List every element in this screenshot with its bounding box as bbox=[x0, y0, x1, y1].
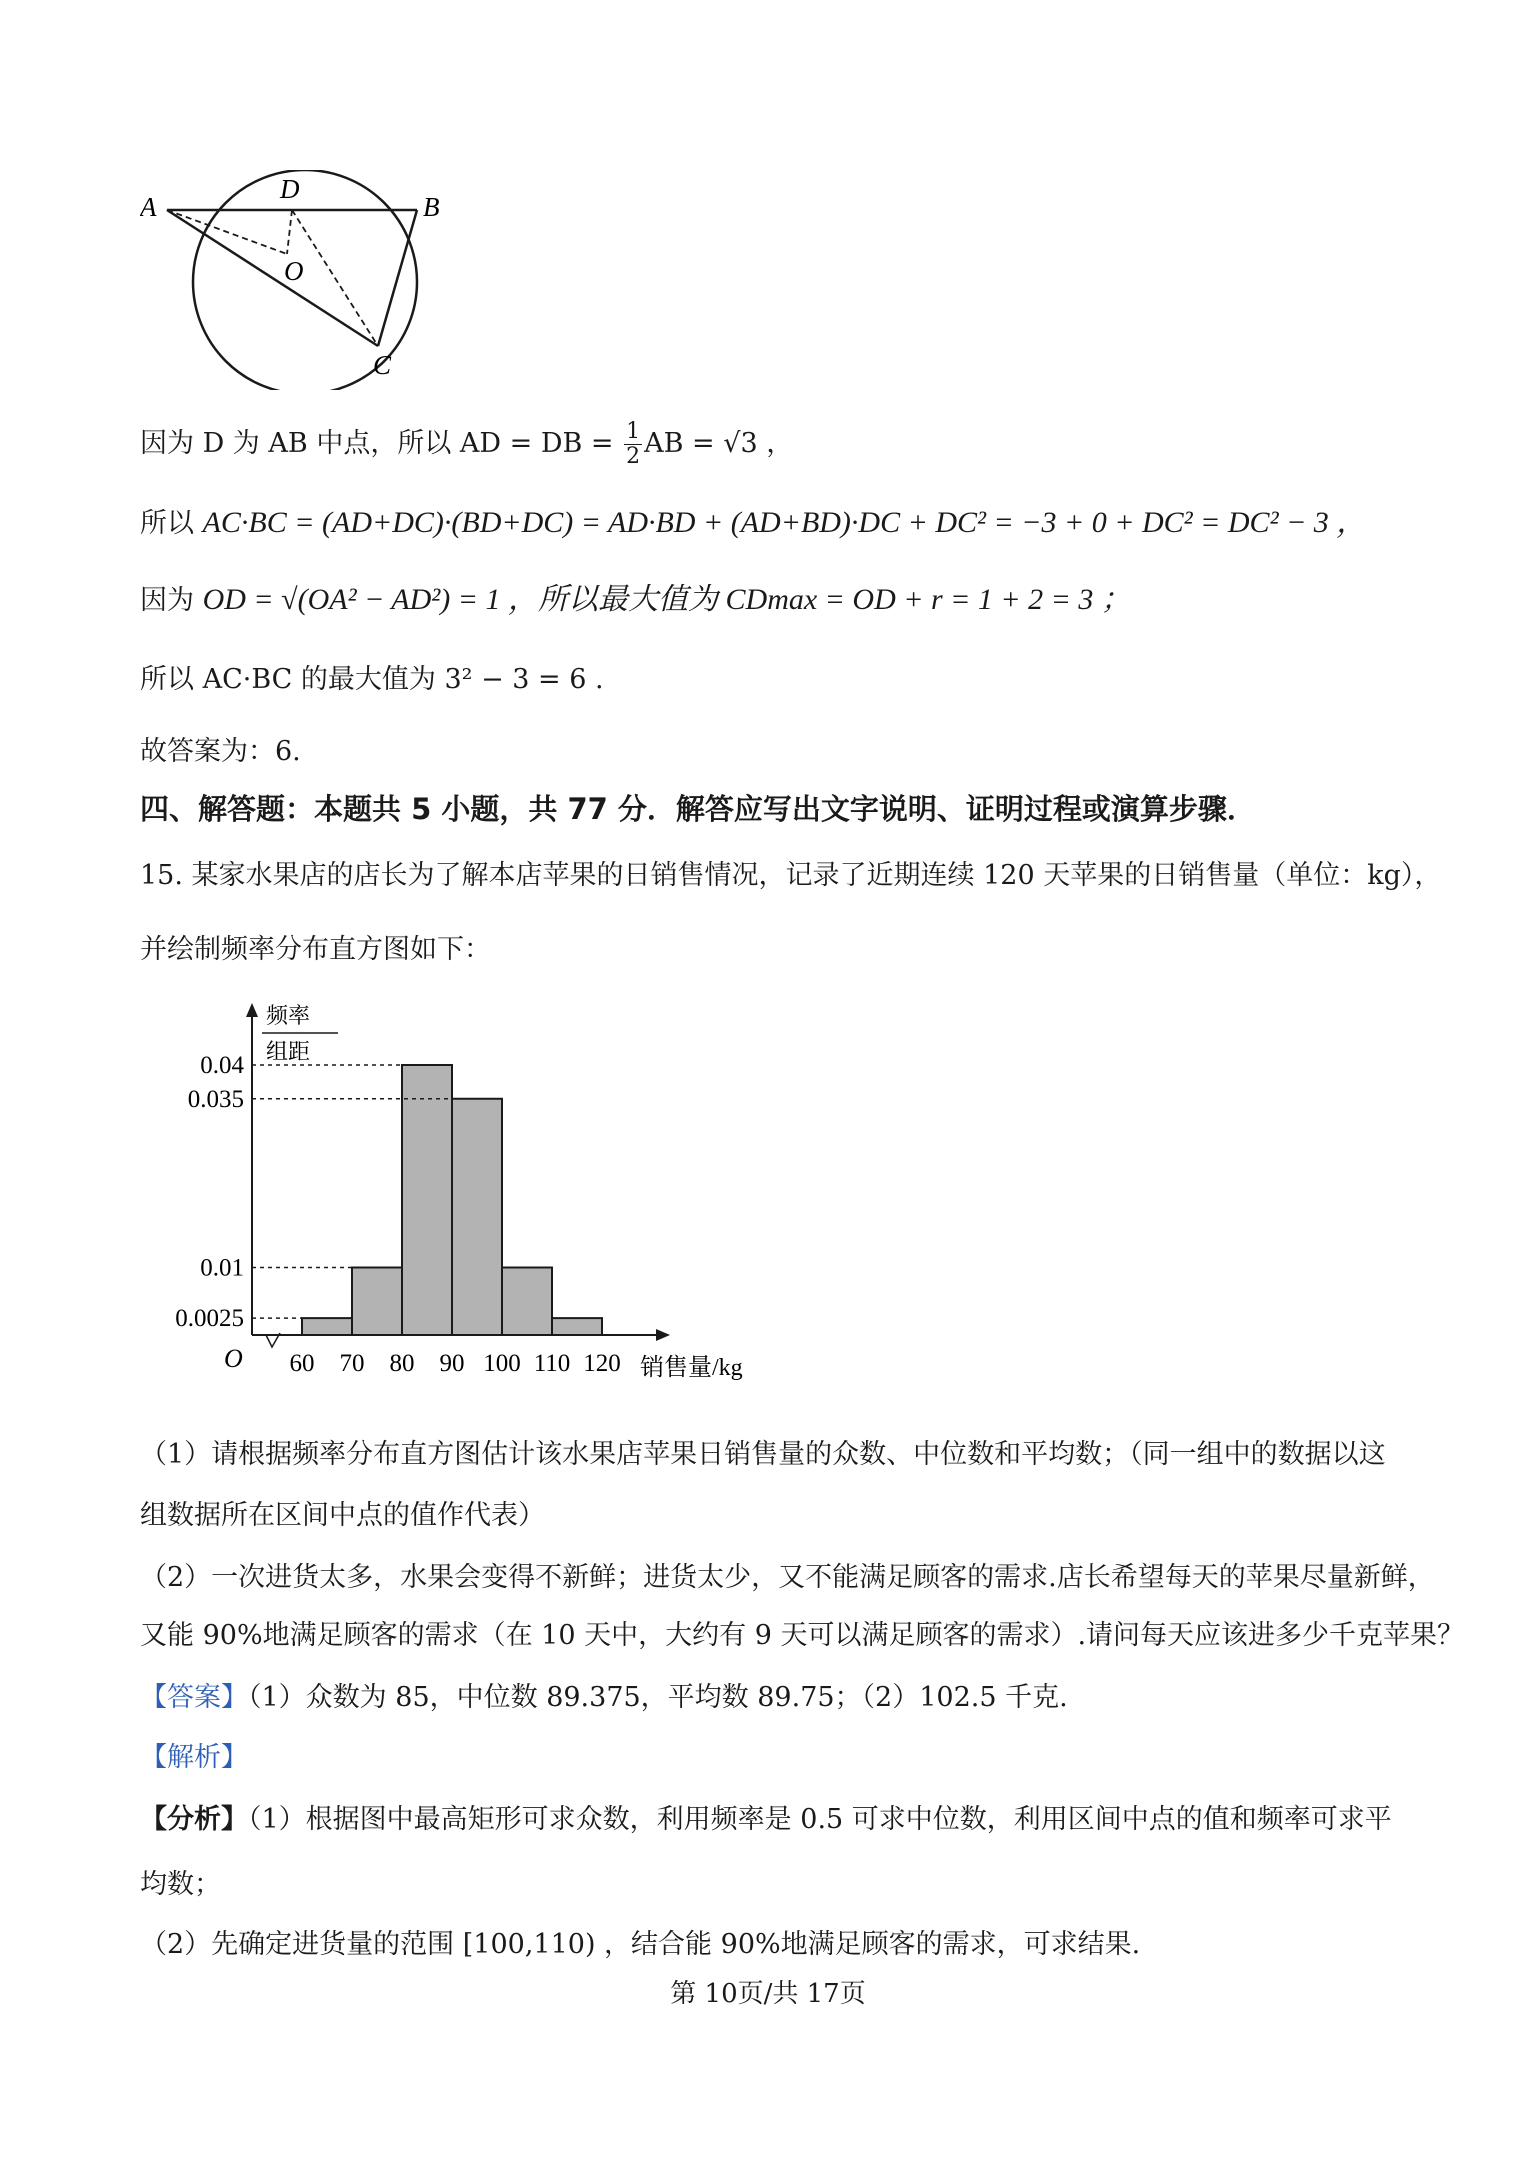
label-b: B bbox=[423, 192, 440, 222]
dot-product-expansion: AC·BC = (AD+DC)·(BD+DC) = AD·BD + (AD+BD)·DC + DC² = −3 + 0 + DC² = DC² − 3 ， bbox=[202, 506, 1367, 539]
max-value-expr: 所以 AC·BC 的最大值为 3² − 3 = 6 . bbox=[140, 664, 604, 695]
analysis-line-2: 均数； bbox=[140, 1869, 221, 1900]
answer-blank-result: 故答案为：6. bbox=[140, 736, 301, 767]
label-a: A bbox=[140, 192, 157, 222]
section-heading: 四、解答题：本题共 5 小题，共 77 分．解答应写出文字说明、证明过程或演算步骤． bbox=[140, 792, 1256, 826]
label-d: D bbox=[280, 174, 300, 204]
q15-line-1: 15. 某家水果店的店长为了解本店苹果的日销售情况，记录了近期连续 120 天苹果的日销售量（单位：kg）， bbox=[140, 860, 1442, 891]
page-footer bbox=[0, 1973, 1536, 2010]
x-tick-label: 110 bbox=[533, 1350, 571, 1377]
q15-part1-line-2: 组数据所在区间中点的值作代表） bbox=[140, 1500, 545, 1531]
label-o: O bbox=[284, 256, 304, 286]
histogram-bar bbox=[452, 1099, 502, 1335]
solution-line-1-text: 因为 D 为 AB 中点，所以 AD = DB = bbox=[140, 428, 623, 459]
y-tick-label: 0.035 bbox=[187, 1085, 244, 1113]
x-tick-label: 80 bbox=[389, 1350, 415, 1377]
x-tick-label: 60 bbox=[289, 1350, 315, 1377]
answer-tag: 【答案】 bbox=[140, 1682, 248, 1713]
q15-part2-line-1: （2）一次进货太多，水果会变得不新鲜；进货太少，又不能满足顾客的需求.店长希望每天的苹果尽量新鲜， bbox=[140, 1562, 1435, 1593]
y-label-top: 频率 bbox=[266, 1003, 311, 1028]
solution-line-4 bbox=[140, 660, 604, 700]
x-tick-label: 70 bbox=[339, 1350, 365, 1377]
solution-line-2: 所以 AC·BC = (AD+DC)·(BD+DC) = AD·BD + (AD+BD)·DC + DC² = −3 + 0 + DC² = DC² − 3 ， bbox=[140, 506, 1367, 539]
q15-part1-line-1: （1）请根据频率分布直方图估计该水果店苹果日销售量的众数、中位数和平均数；（同一组中的数据以这 bbox=[140, 1439, 1386, 1470]
segment-do bbox=[287, 210, 292, 254]
page-number: 第 10页/共 17页 bbox=[670, 1979, 866, 2009]
chord-bc bbox=[378, 210, 417, 346]
x-tick-label: 120 bbox=[583, 1350, 621, 1377]
y-label-bottom: 组距 bbox=[266, 1039, 311, 1064]
y-tick-label: 0.04 bbox=[200, 1052, 244, 1079]
label-c: C bbox=[373, 350, 392, 380]
solution-line-5 bbox=[140, 732, 301, 772]
analysis-line-1: 【分析】（1）根据图中最高矩形可求众数，利用频率是 0.5 可求中位数，利用区间中点的值和频率可求平 bbox=[140, 1804, 1392, 1835]
analysis-tag: 【解析】 bbox=[140, 1742, 248, 1773]
circle-diagram bbox=[140, 170, 470, 390]
q15-part2-line-2: 又能 90%地满足顾客的需求（在 10 天中，大约有 9 天可以满足顾客的需求）.请问每天应该进多少千克苹果？ bbox=[140, 1620, 1465, 1651]
histogram-bar bbox=[352, 1268, 402, 1336]
histogram-bar bbox=[502, 1268, 552, 1336]
solution-line-1-tail: AB = √3 ， bbox=[644, 428, 794, 459]
q15-line-2: 并绘制频率分布直方图如下： bbox=[140, 934, 491, 965]
answer-text: （1）众数为 85，中位数 89.375，平均数 89.75；（2）102.5 千克. bbox=[248, 1682, 1068, 1713]
y-axis-arrow bbox=[246, 1003, 258, 1017]
y-tick-label: 0.0025 bbox=[175, 1305, 244, 1333]
x-axis-label: 销售量/kg bbox=[640, 1355, 743, 1381]
solution-line-3: 因为 OD = √(OA² − AD²) = 1 ，所以最大值为 CDmax = OD + r = 1 + 2 = 3 ； bbox=[140, 583, 1131, 616]
analysis-line-3: （2）先确定进货量的范围 [100,110) ，结合能 90%地满足顾客的需求，可求结果. bbox=[140, 1929, 1141, 1960]
answer-line bbox=[140, 1678, 1068, 1718]
histogram-bar bbox=[552, 1318, 602, 1335]
y-tick-label: 0.01 bbox=[200, 1254, 244, 1282]
segment-dc bbox=[292, 210, 378, 346]
histogram-bar bbox=[302, 1318, 352, 1335]
x-tick-label: 100 bbox=[483, 1350, 521, 1377]
analysis-tag-line bbox=[140, 1738, 248, 1778]
solution-line-1 bbox=[140, 420, 793, 469]
origin-label: O bbox=[224, 1344, 243, 1373]
histogram-bar bbox=[402, 1065, 452, 1335]
frequency-histogram bbox=[140, 995, 780, 1405]
chord-ac bbox=[167, 210, 378, 346]
x-axis-arrow bbox=[656, 1329, 670, 1341]
x-tick-label: 90 bbox=[439, 1350, 465, 1377]
od-length-expr: OD = √(OA² − AD²) = 1 ，所以最大值为 CDmax = OD + r = 1 + 2 = 3 ； bbox=[202, 583, 1131, 616]
fraction-half: $\frac{1}{2}$ bbox=[626, 419, 641, 469]
fenxi-tag: 【分析】 bbox=[140, 1804, 248, 1835]
